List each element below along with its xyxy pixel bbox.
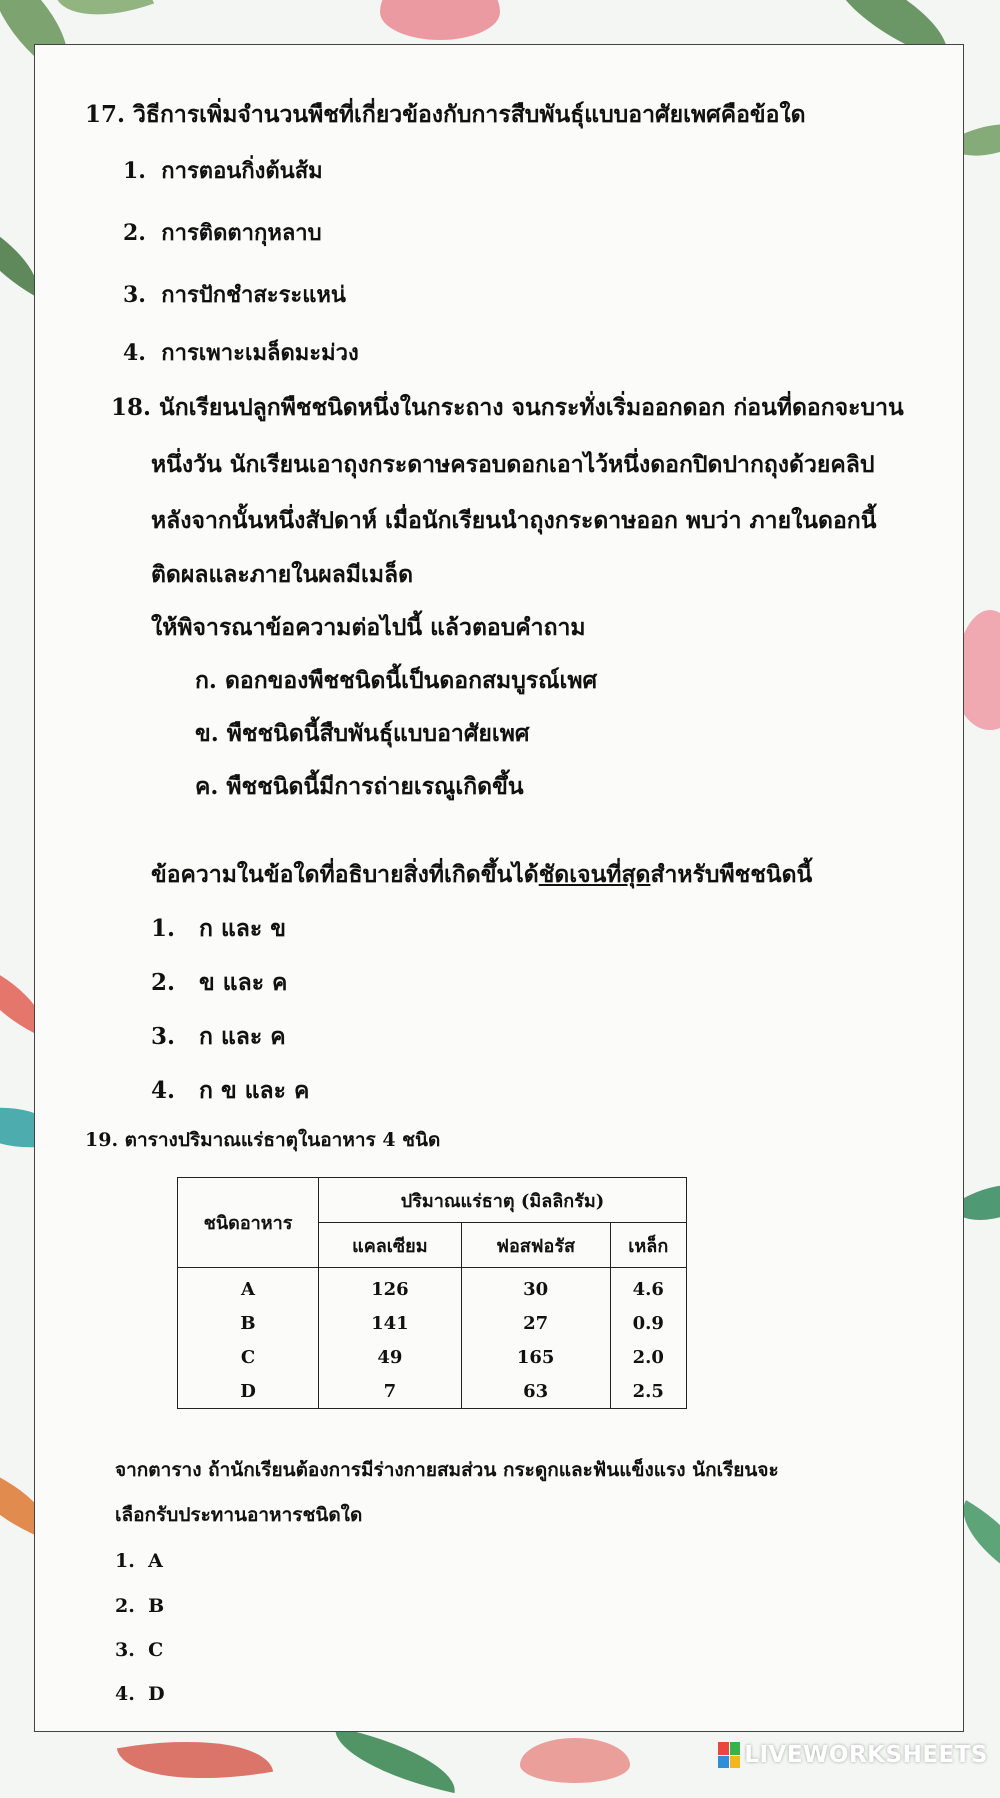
q17-option-2[interactable]: 2. การติดตากุหลาบ: [123, 220, 322, 246]
mineral-table: [177, 1177, 687, 1409]
table-row: [178, 1306, 687, 1340]
table-cell-food: A: [178, 1268, 319, 1307]
q19-option-2[interactable]: 2. B: [115, 1595, 165, 1617]
q17-option-1[interactable]: 1. การตอนกิ่งต้นส้ม: [123, 158, 323, 184]
q18-question: ข้อความในข้อใดที่อธิบายสิ่งที่เกิดขึ้นได้ชัดเจนที่สุดสำหรับพืชชนิดนี้: [151, 861, 813, 888]
table-cell: 126: [319, 1268, 462, 1307]
q18-stem-line-2: หนึ่งวัน นักเรียนเอาถุงกระดาษครอบดอกเอาไว้หนึ่งดอกปิดปากถุงด้วยคลิป: [151, 451, 875, 478]
q19-option-3[interactable]: 3. C: [115, 1639, 164, 1661]
table-cell: 141: [319, 1306, 462, 1340]
q17-option-4[interactable]: 4. การเพาะเมล็ดมะม่วง: [123, 340, 359, 366]
q18-stem-line-4: ติดผลและภายในผลมีเมล็ด: [151, 561, 414, 588]
table-cell: 0.9: [610, 1306, 686, 1340]
q18-instruction: ให้พิจารณาข้อความต่อไปนี้ แล้วตอบคำถาม: [151, 614, 586, 641]
q18-stem-line-1: 18. นักเรียนปลูกพืชชนิดหนึ่งในกระถาง จนกระทั่งเริ่มออกดอก ก่อนที่ดอกจะบาน: [111, 394, 904, 421]
table-row: [178, 1340, 687, 1374]
table-cell-food: B: [178, 1306, 319, 1340]
q19-question-line-1: จากตาราง ถ้านักเรียนต้องการมีร่างกายสมส่วน กระดูกและฟันแข็งแรง นักเรียนจะ: [115, 1459, 779, 1481]
q18-option-2[interactable]: 2. ข และ ค: [151, 969, 288, 996]
table-row: [178, 1268, 687, 1307]
table-cell: 4.6: [610, 1268, 686, 1307]
liveworksheets-logo: [718, 1742, 988, 1768]
table-row: [178, 1374, 687, 1409]
q18-option-1[interactable]: 1. ก และ ข: [151, 915, 286, 942]
table-header-iron: เหล็ก: [610, 1223, 686, 1268]
q17-option-3[interactable]: 3. การปักชำสะระแหน่: [123, 282, 346, 308]
worksheet-page: [34, 44, 964, 1732]
brand-text: LIVEWORKSHEETS: [744, 1742, 988, 1768]
table-header-food: ชนิดอาหาร: [178, 1178, 319, 1268]
q18-stem-line-3: หลังจากนั้นหนึ่งสัปดาห์ เมื่อนักเรียนนำถุงกระดาษออก พบว่า ภายในดอกนี้: [151, 507, 877, 534]
q19-option-1[interactable]: 1. A: [115, 1550, 163, 1572]
table-cell: 2.0: [610, 1340, 686, 1374]
table-cell: 27: [461, 1306, 610, 1340]
table-header-phosphorus: ฟอสฟอรัส: [461, 1223, 610, 1268]
table-cell: 7: [319, 1374, 462, 1409]
q19-stem: 19. ตารางปริมาณแร่ธาตุในอาหาร 4 ชนิด: [85, 1129, 441, 1151]
table-header-calcium: แคลเซียม: [319, 1223, 462, 1268]
table-cell: 30: [461, 1268, 610, 1307]
liveworksheets-mark-icon: [718, 1742, 740, 1768]
table-cell-food: D: [178, 1374, 319, 1409]
q18-statement-a: ก. ดอกของพืชชนิดนี้เป็นดอกสมบูรณ์เพศ: [195, 667, 598, 694]
q18-statement-c: ค. พืชชนิดนี้มีการถ่ายเรณูเกิดขึ้น: [195, 773, 524, 800]
q18-option-4[interactable]: 4. ก ข และ ค: [151, 1077, 310, 1104]
q19-question-line-2: เลือกรับประทานอาหารชนิดใด: [115, 1504, 363, 1526]
table-cell-food: C: [178, 1340, 319, 1374]
table-header-minerals: ปริมาณแร่ธาตุ (มิลลิกรัม): [319, 1178, 687, 1223]
table-cell: 49: [319, 1340, 462, 1374]
q19-option-4[interactable]: 4. D: [115, 1683, 165, 1705]
table-cell: 2.5: [610, 1374, 686, 1409]
q18-option-3[interactable]: 3. ก และ ค: [151, 1023, 286, 1050]
table-cell: 165: [461, 1340, 610, 1374]
q18-statement-b: ข. พืชชนิดนี้สืบพันธุ์แบบอาศัยเพศ: [195, 720, 530, 747]
table-cell: 63: [461, 1374, 610, 1409]
q17-stem: 17. วิธีการเพิ่มจำนวนพืชที่เกี่ยวข้องกับการสืบพันธุ์แบบอาศัยเพศคือข้อใด: [85, 101, 806, 128]
